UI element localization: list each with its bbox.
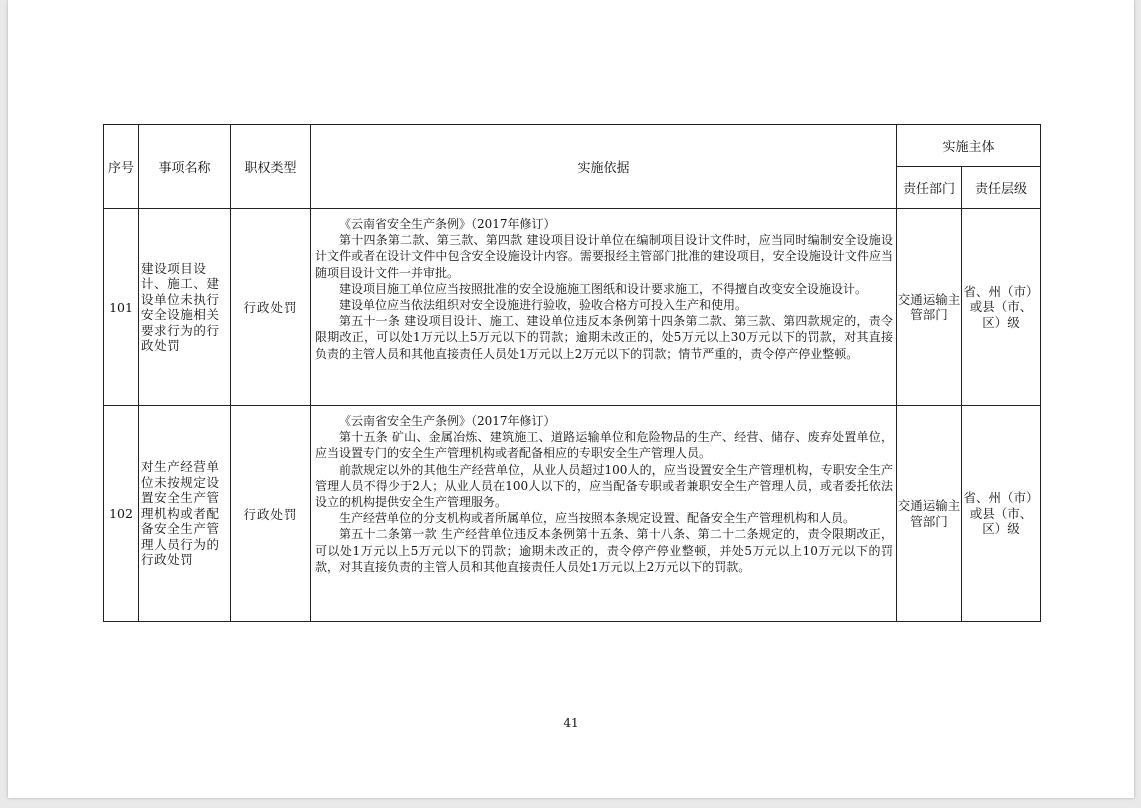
page-number: 41 xyxy=(563,716,579,730)
basis-paragraph: 前款规定以外的其他生产经营单位，从业人员超过100人的，应当设置安全生产管理机构，专职安全生产管理人员不得少于2人；从业人员在100人以下的，应当配备专职或者兼职安全生产管理人员，或者委托依法设立的机构提供安全生产管理服务。 xyxy=(315,462,893,510)
basis-title: 《云南省安全生产条例》（2017年修订） xyxy=(339,414,556,428)
basis-paragraph: 第十四条第二款、第三款、第四款 建设项目设计单位在编制项目设计文件时，应当同时编制安全设施设计文件或者在设计文件中包含安全设施设计内容。需要报经主管部门批准的建设项目，安全设施设计文件应当随项目设计文件一并审批。 xyxy=(315,233,893,280)
basis-title: 《云南省安全生产条例》（2017年修订） xyxy=(339,217,556,231)
basis-paragraph: 生产经营单位的分支机构或者所属单位，应当按照本条规定设置、配备安全生产管理机构和人员。 xyxy=(339,511,856,526)
header-row xyxy=(104,125,1041,167)
table-row xyxy=(104,406,1041,622)
basis-paragraph: 第五十一条 建设项目设计、施工、建设单位违反本条例第十四条第二款、第三款、第四款规定的，责令限期改正，可以处1万元以上5万元以下的罚款；逾期未改正的，处5万元以上30万元以下的罚款，对其直接负责的主管人员和其他直接责任人员处1万元以上2万元以下的罚款；情节严重的，责令停产停业整顿。 xyxy=(315,314,893,361)
header-subject: 实施主体 xyxy=(897,125,1041,167)
table-row xyxy=(104,209,1041,406)
row-number: 101 xyxy=(104,209,139,406)
item-name: 对生产经营单位未按规定设置安全生产管理机构或者配备安全生产管理人员行为的行政处罚 xyxy=(139,406,231,622)
header-power-type: 职权类型 xyxy=(231,125,311,209)
header-seq: 序号 xyxy=(104,125,139,209)
power-type: 行政处罚 xyxy=(231,209,311,406)
basis-paragraph: 建设单位应当依法组织对安全设施进行验收，验收合格方可投入生产和使用。 xyxy=(339,298,748,313)
header-level: 责任层级 xyxy=(962,167,1041,209)
responsible-level: 省、州（市）或县（市、区）级 xyxy=(962,406,1041,622)
basis-paragraph: 建设项目施工单位应当按照批准的安全设施施工图纸和设计要求施工，不得擅自改变安全设施设计。 xyxy=(339,281,868,296)
responsible-dept: 交通运输主管部门 xyxy=(897,406,962,622)
basis-paragraph: 第十五条 矿山、金属冶炼、建筑施工、道路运输单位和危险物品的生产、经营、储存、废弃处置单位，应当设置专门的安全生产管理机构或者配备相应的专职安全生产管理人员。 xyxy=(315,430,893,461)
item-name: 建设项目设计、施工、建设单位未执行安全设施相关要求行为的行政处罚 xyxy=(139,209,231,406)
header-basis: 实施依据 xyxy=(311,125,897,209)
responsible-level: 省、州（市）或县（市、区）级 xyxy=(962,209,1041,406)
responsible-dept: 交通运输主管部门 xyxy=(897,209,962,406)
power-type: 行政处罚 xyxy=(231,406,311,622)
header-item-name: 事项名称 xyxy=(139,125,231,209)
header-dept: 责任部门 xyxy=(897,167,962,209)
document-page xyxy=(8,0,1134,798)
basis-text xyxy=(311,209,897,406)
basis-text xyxy=(311,406,897,622)
items-table xyxy=(103,124,1041,622)
row-number: 102 xyxy=(104,406,139,622)
basis-paragraph: 第五十二条第一款 生产经营单位违反本条例第十五条、第十八条、第二十二条规定的，责令限期改正，可以处1万元以上5万元以下的罚款；逾期未改正的，责令停产停业整顿，并处5万元以上10万元以下的罚款，对其直接负责的主管人员和其他直接责任人员处1万元以上2万元以下的罚款。 xyxy=(315,527,893,574)
